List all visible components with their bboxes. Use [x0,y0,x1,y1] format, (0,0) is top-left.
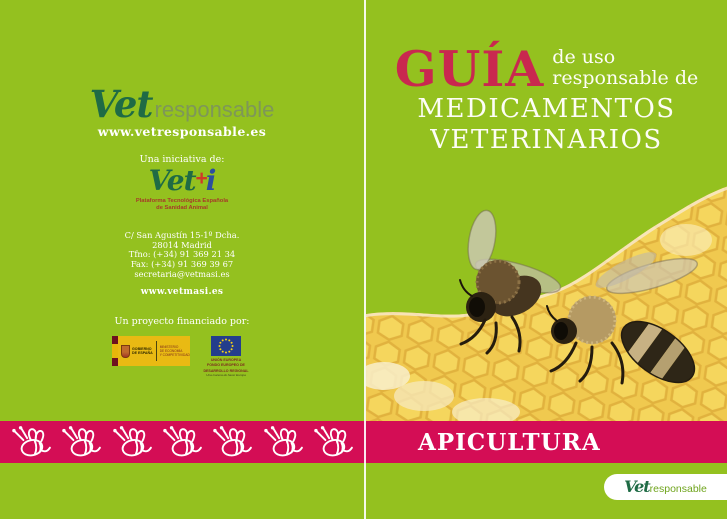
vetmasi-tagline-line1: Plataforma Tecnológica Española [135,198,229,204]
bee-doodle-icon [311,424,355,460]
eu-label-line3: DESARROLLO REGIONAL [203,368,249,373]
bees-honeycomb-photo [366,180,727,424]
title-subtitle-line2: responsable de [552,67,699,89]
eu-label-line1: UNIÓN EUROPEA [210,357,242,362]
bee-doodle-icon [59,424,103,460]
footer-logo-vet: Vet [624,477,650,496]
title-subtitle [552,47,698,89]
address-phone: Tfno: (+34) 91 369 21 34 [128,249,236,260]
bee-doodle-icon [261,424,305,460]
address-email: secretaria@vetmasi.es [134,268,230,279]
apicultura-band [364,421,727,463]
eu-feder-logo [200,336,252,377]
vetmasi-url: www.vetmasi.es [140,287,224,297]
address-city: 28014 Madrid [152,239,212,250]
vetmasi-logo-vet: Vet [148,164,196,197]
bee-doodle-icon [9,424,53,460]
gobierno-text: GOBIERNO DE ESPAÑA [132,346,153,355]
vetresponsable-logo [0,82,364,126]
vetmasi-tagline-line2: de Sanidad Animal [156,204,208,211]
contact-address-block [0,231,364,280]
title-subtitle-line1: de uso [552,46,616,68]
footer-logo-responsable: responsable [649,483,707,495]
title-veterinarios: VETERINARIOS [430,125,663,155]
address-street: C/ San Agustín 15-1º Dcha. [124,230,240,240]
bee-doodle-icon [160,424,204,460]
initiative-label: Una iniciativa de: [139,154,225,165]
vetmasi-logo-i: i [205,164,216,197]
cover-title [366,40,727,155]
eu-label-line2: FONDO EUROPEO DE [207,363,245,368]
vetmasi-logo-plus: + [195,167,206,190]
band-title: APICULTURA [418,428,601,456]
vetresponsable-url: www.vetresponsable.es [97,124,267,139]
ministerio-text: MINISTERIO DE ECONOMÍA Y COMPETITIVIDAD [159,345,190,357]
bee-doodle-band [0,421,364,463]
gobierno-espana-logo [112,336,190,366]
bee-doodle-icon [210,424,254,460]
vetresponsable-logo-responsable: responsable [154,97,275,122]
spain-flag-strip-icon [112,336,118,366]
title-medicamentos: MEDICAMENTOS [417,94,676,124]
spain-logo-divider [156,341,157,361]
eu-flag-icon [211,336,241,356]
funded-label: Un proyecto financiado por: [114,316,250,327]
vetmasi-logo [0,164,364,197]
vetresponsable-logo-vet: Vet [89,82,153,126]
vetmasi-tagline [0,198,364,211]
title-guia: GUÍA [394,40,545,98]
spain-coat-of-arms-icon [121,345,130,358]
bee-doodle-icon [110,424,154,460]
footer-vetresponsable-pill [604,474,727,500]
page-fold-divider [364,0,366,519]
eu-label-line4: Una manera de hacer Europa [206,373,246,378]
address-fax: Fax: (+34) 91 369 39 67 [130,259,234,270]
funding-logos [0,336,364,377]
